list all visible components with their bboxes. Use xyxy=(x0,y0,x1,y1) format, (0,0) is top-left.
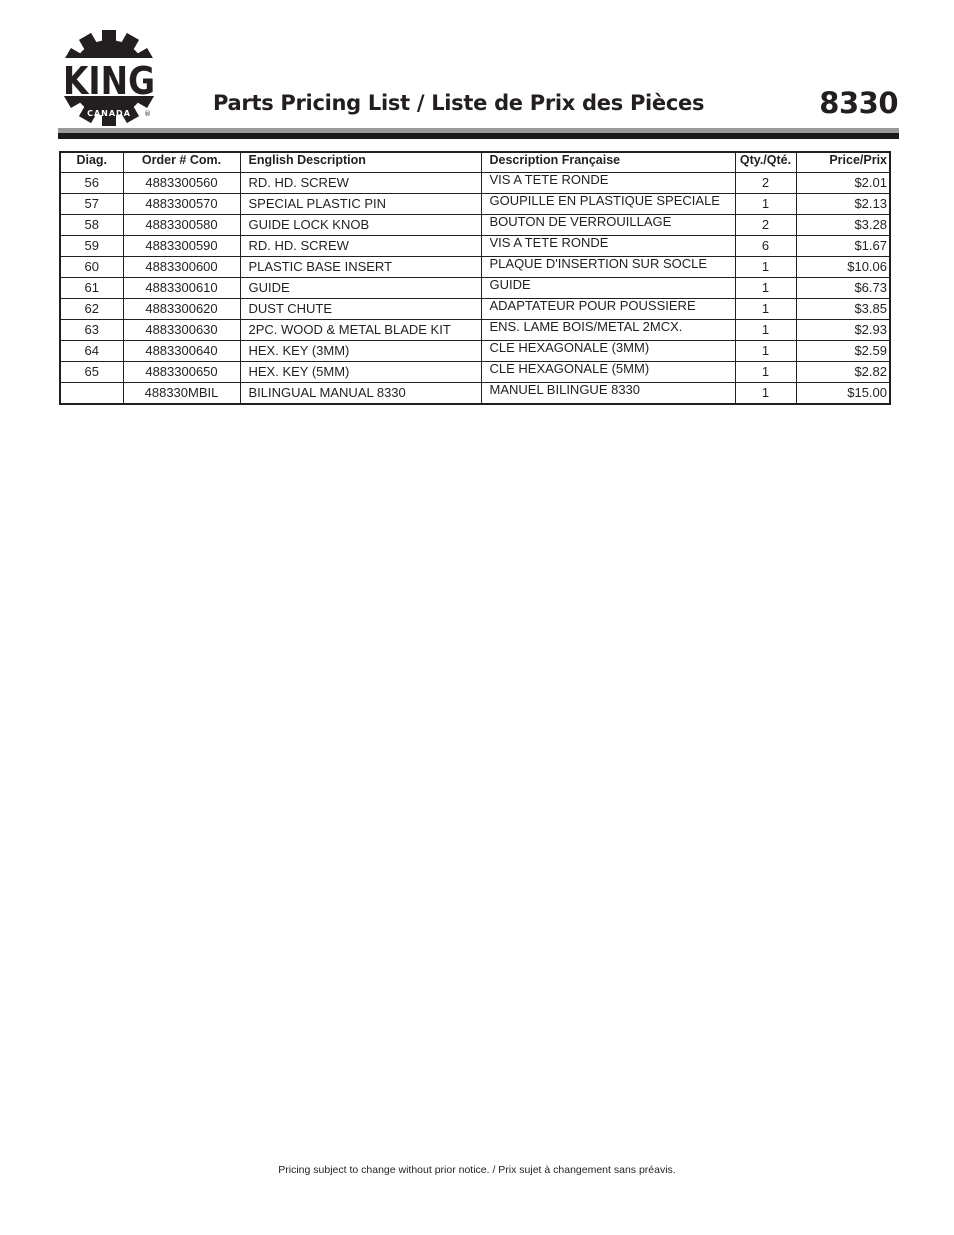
table-row xyxy=(60,320,890,341)
cell-diag: 65 xyxy=(60,362,123,383)
cell-qty: 1 xyxy=(735,383,796,405)
table-row xyxy=(60,257,890,278)
cell-price: $2.93 xyxy=(796,320,890,341)
cell-price: $3.85 xyxy=(796,299,890,320)
cell-french: ADAPTATEUR POUR POUSSIERE xyxy=(481,299,735,320)
col-header-order: Order # Com. xyxy=(123,152,240,173)
cell-qty: 1 xyxy=(735,341,796,362)
table-row xyxy=(60,278,890,299)
col-header-french: Description Française xyxy=(481,152,735,173)
cell-french: GUIDE xyxy=(481,278,735,299)
svg-text:CANADA: CANADA xyxy=(87,109,131,118)
cell-french: ENS. LAME BOIS/METAL 2MCX. xyxy=(481,320,735,341)
cell-qty: 1 xyxy=(735,320,796,341)
col-header-price: Price/Prix xyxy=(796,152,890,173)
cell-price: $2.59 xyxy=(796,341,890,362)
cell-french: VIS A TETE RONDE xyxy=(481,236,735,257)
model-number: 8330 xyxy=(819,86,898,120)
cell-order: 4883300630 xyxy=(123,320,240,341)
table-row xyxy=(60,173,890,194)
cell-qty: 1 xyxy=(735,194,796,215)
cell-order: 4883300570 xyxy=(123,194,240,215)
cell-diag: 58 xyxy=(60,215,123,236)
cell-qty: 2 xyxy=(735,173,796,194)
cell-english: SPECIAL PLASTIC PIN xyxy=(240,194,481,215)
col-header-diag: Diag. xyxy=(60,152,123,173)
cell-french: PLAQUE D'INSERTION SUR SOCLE xyxy=(481,257,735,278)
cell-english: GUIDE LOCK KNOB xyxy=(240,215,481,236)
col-header-qty: Qty./Qté. xyxy=(735,152,796,173)
cell-english: RD. HD. SCREW xyxy=(240,173,481,194)
cell-price: $1.67 xyxy=(796,236,890,257)
table-row xyxy=(60,215,890,236)
cell-english: HEX. KEY (3MM) xyxy=(240,341,481,362)
svg-text:®: ® xyxy=(144,110,151,118)
cell-price: $2.82 xyxy=(796,362,890,383)
cell-order: 4883300600 xyxy=(123,257,240,278)
parts-table xyxy=(59,151,891,405)
cell-qty: 2 xyxy=(735,215,796,236)
cell-price: $2.13 xyxy=(796,194,890,215)
king-canada-logo xyxy=(60,26,158,128)
cell-order: 488330MBIL xyxy=(123,383,240,405)
cell-order: 4883300640 xyxy=(123,341,240,362)
cell-english: 2PC. WOOD & METAL BLADE KIT xyxy=(240,320,481,341)
cell-order: 4883300650 xyxy=(123,362,240,383)
header-rule-black xyxy=(58,133,899,139)
cell-french: CLE HEXAGONALE (3MM) xyxy=(481,341,735,362)
footer-note: Pricing subject to change without prior notice. / Prix sujet à changement sans préavis. xyxy=(278,1164,676,1176)
cell-diag: 61 xyxy=(60,278,123,299)
cell-french: CLE HEXAGONALE (5MM) xyxy=(481,362,735,383)
table-row xyxy=(60,299,890,320)
cell-order: 4883300580 xyxy=(123,215,240,236)
cell-qty: 1 xyxy=(735,299,796,320)
cell-price: $10.06 xyxy=(796,257,890,278)
cell-diag: 59 xyxy=(60,236,123,257)
cell-price: $15.00 xyxy=(796,383,890,405)
cell-qty: 6 xyxy=(735,236,796,257)
cell-english: DUST CHUTE xyxy=(240,299,481,320)
cell-price: $2.01 xyxy=(796,173,890,194)
cell-english: RD. HD. SCREW xyxy=(240,236,481,257)
col-header-english: English Description xyxy=(240,152,481,173)
cell-price: $6.73 xyxy=(796,278,890,299)
svg-text:KING: KING xyxy=(63,59,155,103)
table-row xyxy=(60,341,890,362)
cell-qty: 1 xyxy=(735,362,796,383)
table-row xyxy=(60,362,890,383)
cell-english: HEX. KEY (5MM) xyxy=(240,362,481,383)
cell-diag: 62 xyxy=(60,299,123,320)
cell-qty: 1 xyxy=(735,278,796,299)
cell-price: $3.28 xyxy=(796,215,890,236)
table-row xyxy=(60,383,890,405)
cell-order: 4883300590 xyxy=(123,236,240,257)
cell-french: BOUTON DE VERROUILLAGE xyxy=(481,215,735,236)
cell-qty: 1 xyxy=(735,257,796,278)
table-header-row xyxy=(60,152,890,173)
cell-order: 4883300610 xyxy=(123,278,240,299)
cell-diag: 63 xyxy=(60,320,123,341)
cell-french: MANUEL BILINGUE 8330 xyxy=(481,383,735,405)
cell-diag: 64 xyxy=(60,341,123,362)
table-row xyxy=(60,194,890,215)
cell-french: VIS A TETE RONDE xyxy=(481,173,735,194)
cell-diag: 57 xyxy=(60,194,123,215)
table-row xyxy=(60,236,890,257)
cell-diag xyxy=(60,383,123,405)
cell-diag: 60 xyxy=(60,257,123,278)
cell-order: 4883300620 xyxy=(123,299,240,320)
cell-diag: 56 xyxy=(60,173,123,194)
cell-english: PLASTIC BASE INSERT xyxy=(240,257,481,278)
cell-english: GUIDE xyxy=(240,278,481,299)
cell-english: BILINGUAL MANUAL 8330 xyxy=(240,383,481,405)
cell-order: 4883300560 xyxy=(123,173,240,194)
page-title: Parts Pricing List / Liste de Prix des Pièces xyxy=(213,91,705,115)
cell-french: GOUPILLE EN PLASTIQUE SPECIALE xyxy=(481,194,735,215)
